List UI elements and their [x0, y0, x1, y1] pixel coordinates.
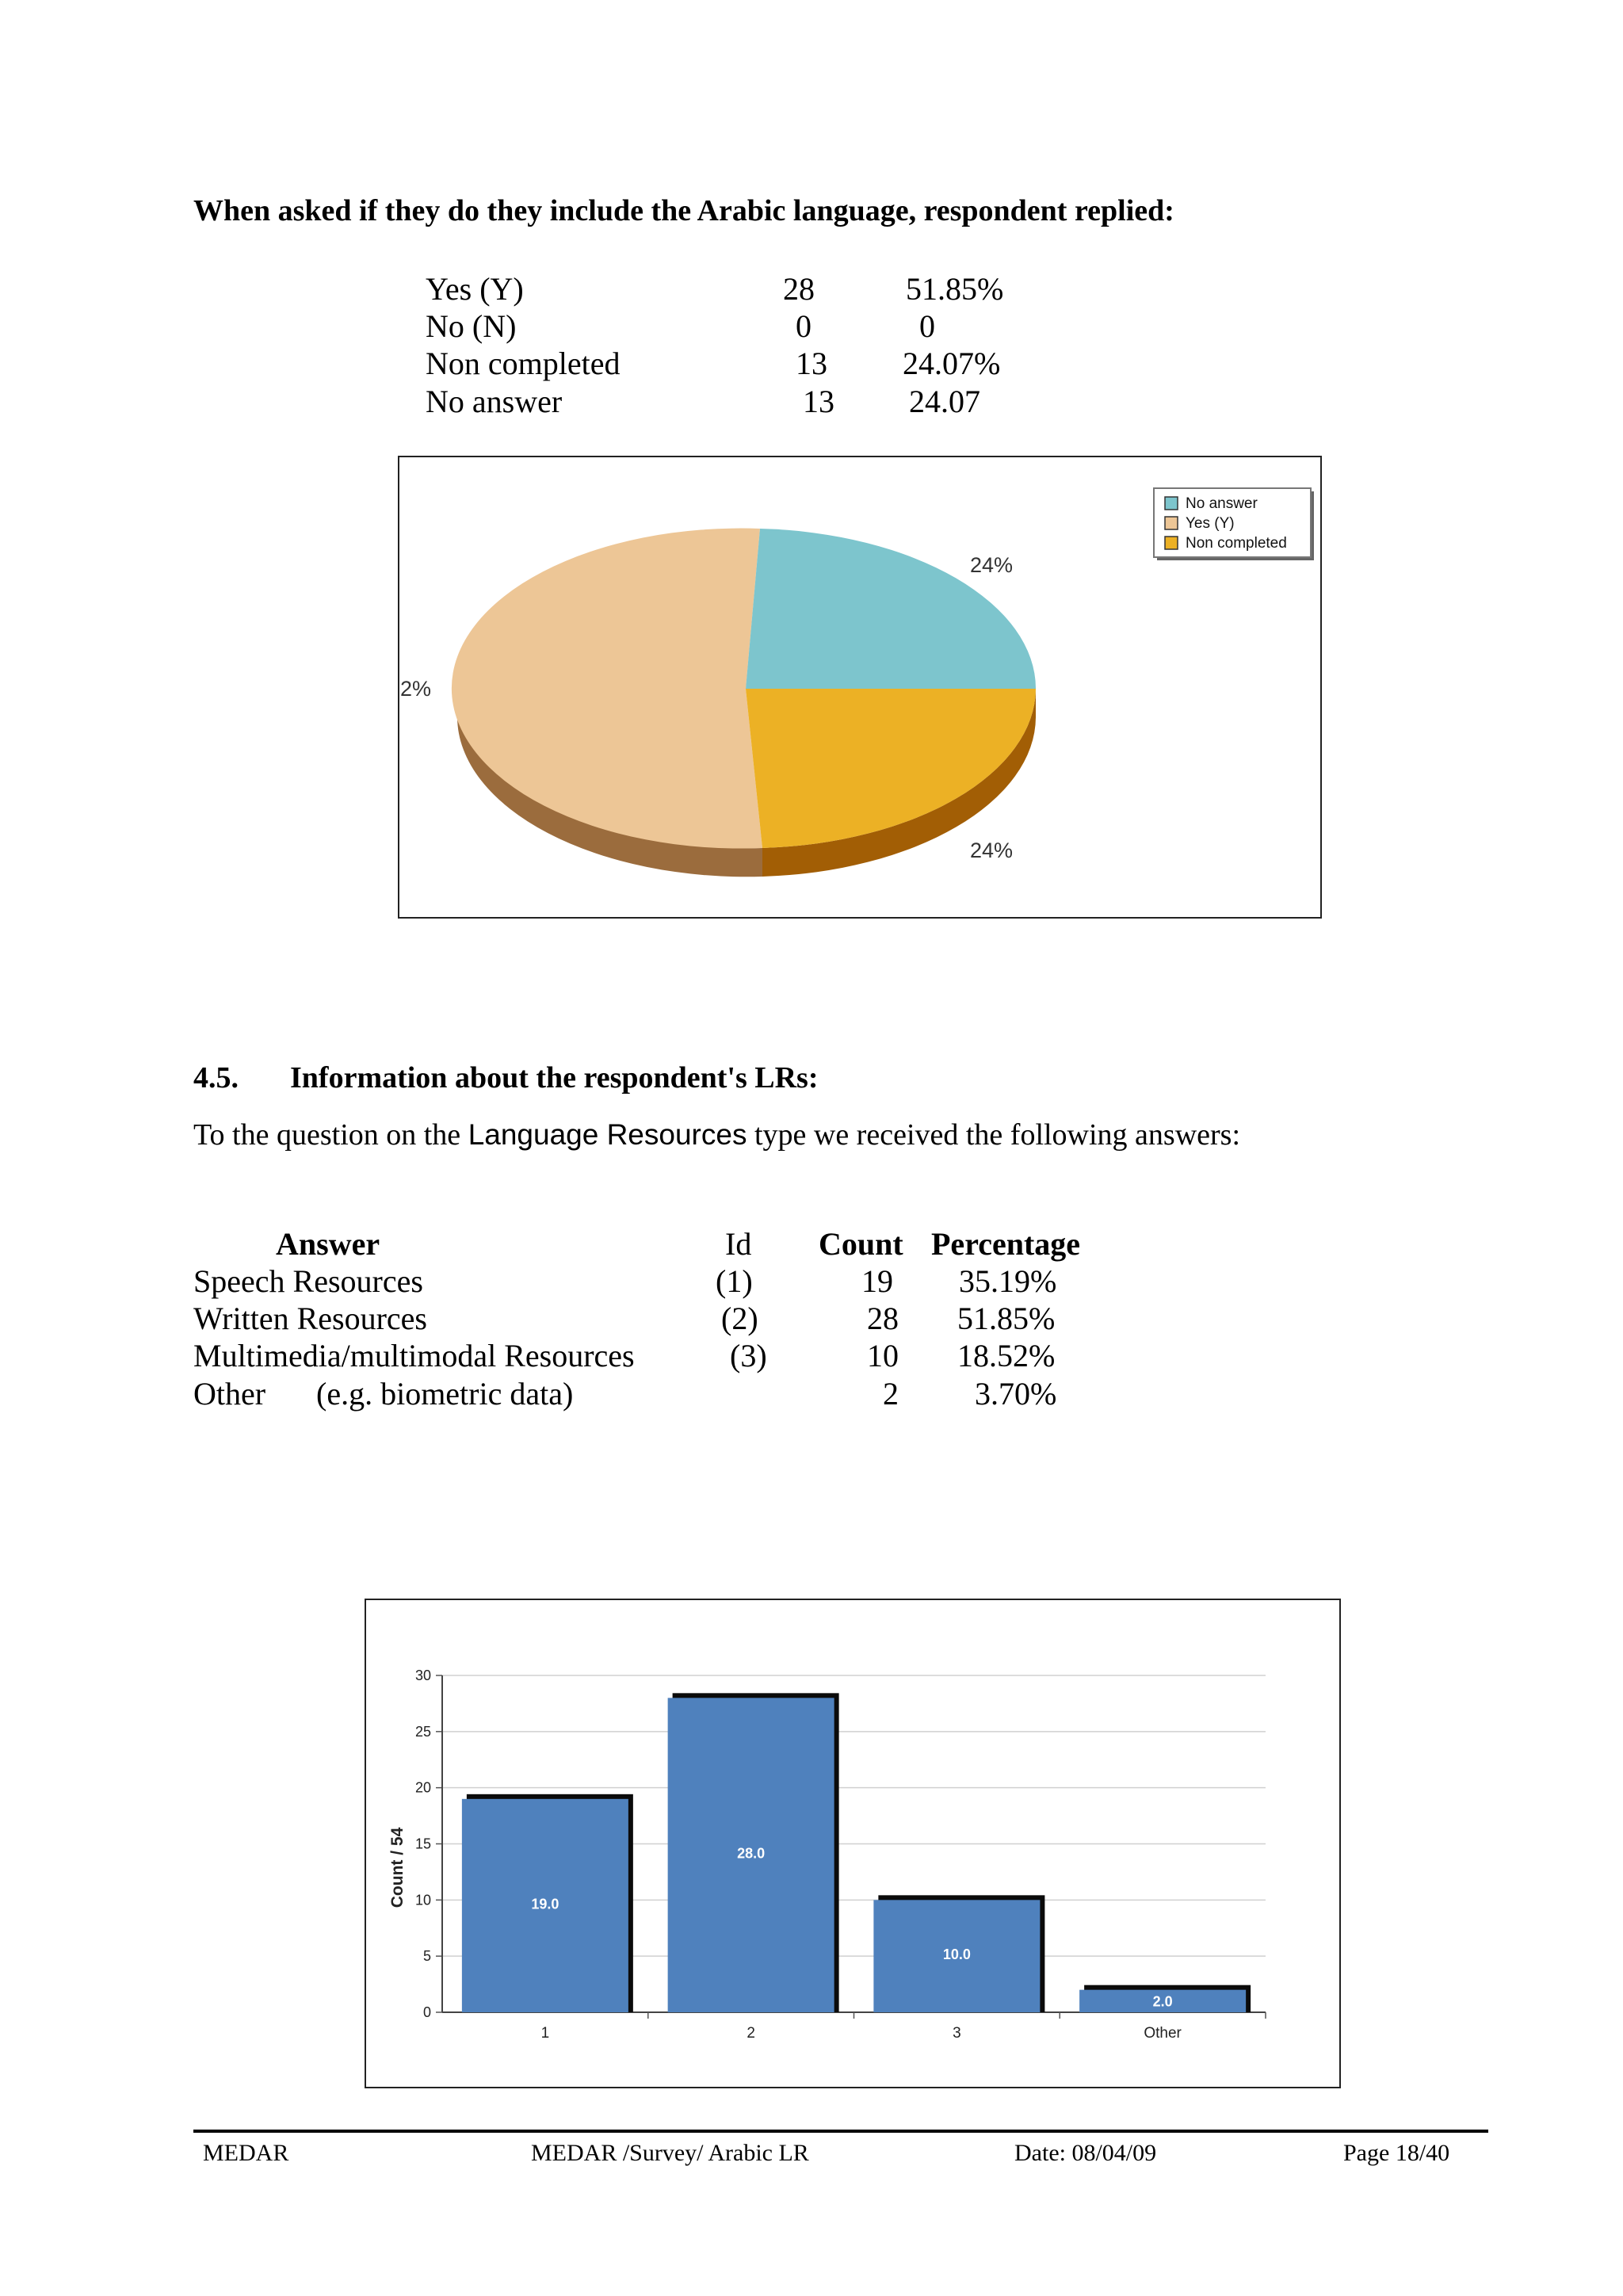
intro-text-end: type we received the following answers:: [747, 1118, 1241, 1152]
y-tick-label: 15: [414, 1836, 431, 1852]
percentage-cell: 18.52%: [957, 1338, 1056, 1373]
percentage-cell: 35.19%: [959, 1263, 1057, 1299]
count-cell: 10: [867, 1338, 899, 1373]
section-number: 4.5.: [193, 1061, 239, 1095]
response-count: 0: [796, 308, 812, 344]
intro-text-emphasis: Language Resources: [468, 1118, 747, 1151]
response-label: Yes (Y): [426, 271, 524, 307]
response-count: 28: [783, 271, 815, 307]
response-percentage: 24.07: [909, 384, 980, 419]
response-count: 13: [803, 384, 834, 419]
section-title: Information about the respondent's LRs:: [290, 1061, 819, 1095]
count-cell: 28: [867, 1301, 899, 1336]
pie-chart-frame: [398, 456, 1322, 919]
bar-value-label: 19.0: [531, 1896, 559, 1912]
column-header-count: Count: [819, 1226, 903, 1262]
legend-label-non-completed: Non completed: [1186, 535, 1287, 552]
response-count: 13: [796, 346, 827, 381]
footer-left: MEDAR: [203, 2140, 289, 2166]
answer-cell: Written Resources: [193, 1301, 427, 1336]
x-tick-label: 1: [540, 2025, 550, 2042]
intro-text-start: To the question on the: [193, 1118, 468, 1152]
y-tick-label: 0: [422, 2004, 431, 2020]
id-cell: (3): [730, 1338, 767, 1373]
legend-label-no-answer: No answer: [1186, 495, 1258, 512]
footer-date: Date: 08/04/09: [1014, 2140, 1157, 2166]
x-tick-label: 3: [953, 2025, 961, 2042]
legend-label-yes: Yes (Y): [1186, 515, 1235, 532]
pie-legend: [1154, 488, 1314, 560]
id-cell: (2): [721, 1301, 758, 1336]
question-heading: When asked if they do they include the Arabic language, respondent replied:: [193, 194, 1174, 227]
answer-note: (e.g. biometric data): [316, 1376, 574, 1412]
response-percentage: 0: [919, 308, 935, 344]
section-intro: [193, 1117, 1240, 1152]
legend-swatch-yes: [1165, 517, 1178, 529]
id-cell: (1): [716, 1263, 753, 1299]
legend-swatch-no-answer: [1165, 497, 1178, 510]
y-axis-label: Count / 54: [388, 1827, 407, 1908]
count-cell: 2: [883, 1376, 899, 1412]
y-tick-label: 10: [414, 1892, 431, 1908]
percentage-cell: 3.70%: [975, 1376, 1057, 1412]
column-header-id: Id: [725, 1226, 752, 1262]
y-tick-label: 25: [414, 1723, 431, 1740]
response-label: No (N): [426, 308, 517, 344]
pie-slice-non-completed: [746, 689, 1036, 848]
answer-cell: Multimedia/multimodal Resources: [193, 1338, 635, 1373]
footer-center: MEDAR /Survey/ Arabic LR: [531, 2140, 809, 2166]
answer-cell: Speech Resources: [193, 1263, 423, 1299]
response-percentage: 51.85%: [906, 271, 1004, 307]
footer-page-number: Page 18/40: [1343, 2140, 1450, 2166]
count-cell: 19: [861, 1263, 893, 1299]
footer-rule: [193, 2130, 1488, 2133]
pie-label-no-answer: 24%: [970, 553, 1014, 577]
column-header-percentage: Percentage: [931, 1226, 1081, 1262]
legend-swatch-non-completed: [1165, 537, 1178, 549]
pie-slice-yes: [452, 529, 762, 849]
percentage-cell: 51.85%: [957, 1301, 1056, 1336]
bar-value-label: 2.0: [1152, 1993, 1173, 2010]
bar-chart: [366, 1600, 1339, 2087]
response-percentage: 24.07%: [903, 346, 1001, 381]
y-tick-label: 30: [414, 1668, 431, 1683]
response-label: No answer: [426, 384, 563, 419]
pie-label-yes: 2%: [400, 677, 432, 701]
x-tick-label: Other: [1144, 2025, 1182, 2042]
bar-value-label: 10.0: [942, 1946, 971, 1963]
pie-label-non-completed: 24%: [970, 839, 1014, 862]
x-tick-label: 2: [747, 2025, 755, 2042]
column-header-answer: Answer: [276, 1226, 380, 1262]
bar-chart-frame: [365, 1599, 1341, 2088]
answer-cell: Other: [193, 1376, 266, 1412]
pie-chart: [399, 457, 1320, 917]
bar-value-label: 28.0: [737, 1845, 766, 1862]
y-tick-label: 20: [414, 1779, 431, 1796]
response-label: Non completed: [426, 346, 621, 381]
y-tick-label: 5: [422, 1948, 431, 1965]
